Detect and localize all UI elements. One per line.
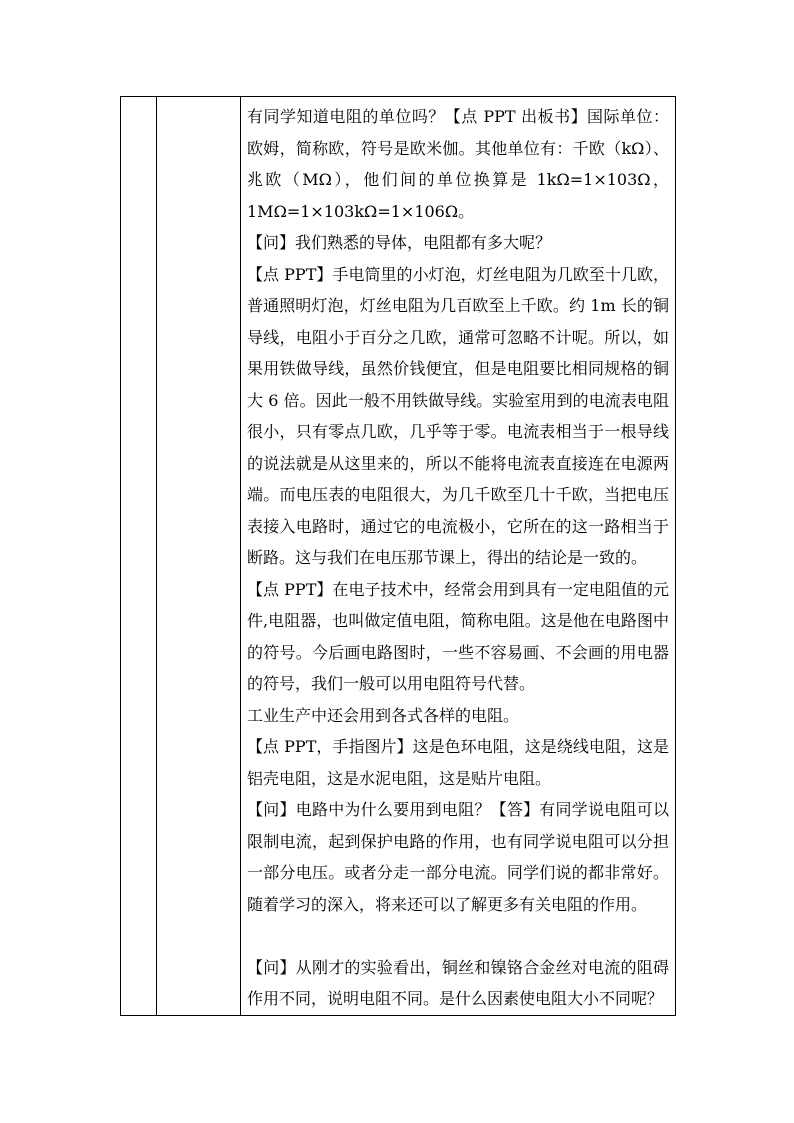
paragraph-why-resistance: 【问】电路中为什么要用到电阻？【答】有同学说电阻可以限制电流，起到保护电路的作用，也有同学说电阻可以分担一部分电压。或者分走一部分电流。同学们说的都非常好。随着学习的深入，将来还可以了解更多有关电阻的作用。 [247,800,669,914]
paragraph-question-resistance: 【问】我们熟悉的导体，电阻都有多大呢？ [247,233,552,252]
table-row [121,97,676,1016]
table-cell-empty-1 [121,97,157,1016]
paragraph-common-resistances: 【点 PPT】手电筒里的小灯泡，灯丝电阻为几欧至十几欧，普通照明灯泡，灯丝电阻为几百欧至上千欧。约 1m 长的铜导线，电阻小于百分之几欧，通常可忽略不计呢。所以，如果用铁做导线，虽然价钱便宜，但是电阻要比相同规格的铜大 6 倍。因此一般不用铁做导线。实验室用到的电流表电阻很小，只有零点几欧，几乎等于零。电流表相当于一根导线的说法就是从这里来的，所以不能将电流表直接连在电源两端。而电压表的电阻很大，为几千欧至几十千欧，当把电压表接入电路时，通过它的电流极小，它所在的这一路相当于断路。这与我们在电压那节课上，得出的结论是一致的。 [247,264,669,567]
table-cell-content [241,97,676,1016]
paragraph-resistor-component: 【点 PPT】在电子技术中，经常会用到具有一定电阻值的元件,电阻器，也叫做定值电阻，简称电阻。这是他在电路图中的符号。今后画电路图时，一些不容易画、不会画的用电器的符号，我们一般可以用电阻符号代替。 [247,579,669,693]
paragraph-resistor-types: 【点 PPT，手指图片】这是色环电阻，这是绕线电阻，这是铝壳电阻，这是水泥电阻，这是贴片电阻。 [247,737,669,788]
paragraph-units: 有同学知道电阻的单位吗？【点 PPT 出板书】国际单位：欧姆，简称欧，符号是欧米伽。其他单位有：千欧（kΩ）、兆欧（MΩ），他们间的单位换算是 1kΩ=1×103Ω，1MΩ=1×103kΩ=1×106Ω。 [247,107,669,221]
lesson-table [120,96,676,1016]
lesson-content [241,97,675,1015]
paragraph-industry: 工业生产中还会用到各式各样的电阻。 [247,705,520,725]
blank-line [247,920,669,952]
paragraph-factors-question: 【问】从刚才的实验看出，铜丝和镍铬合金丝对电流的阻碍作用不同，说明电阻不同。是什么因素使电阻大小不同呢？ [247,957,669,1008]
table-cell-empty-2 [157,97,241,1016]
